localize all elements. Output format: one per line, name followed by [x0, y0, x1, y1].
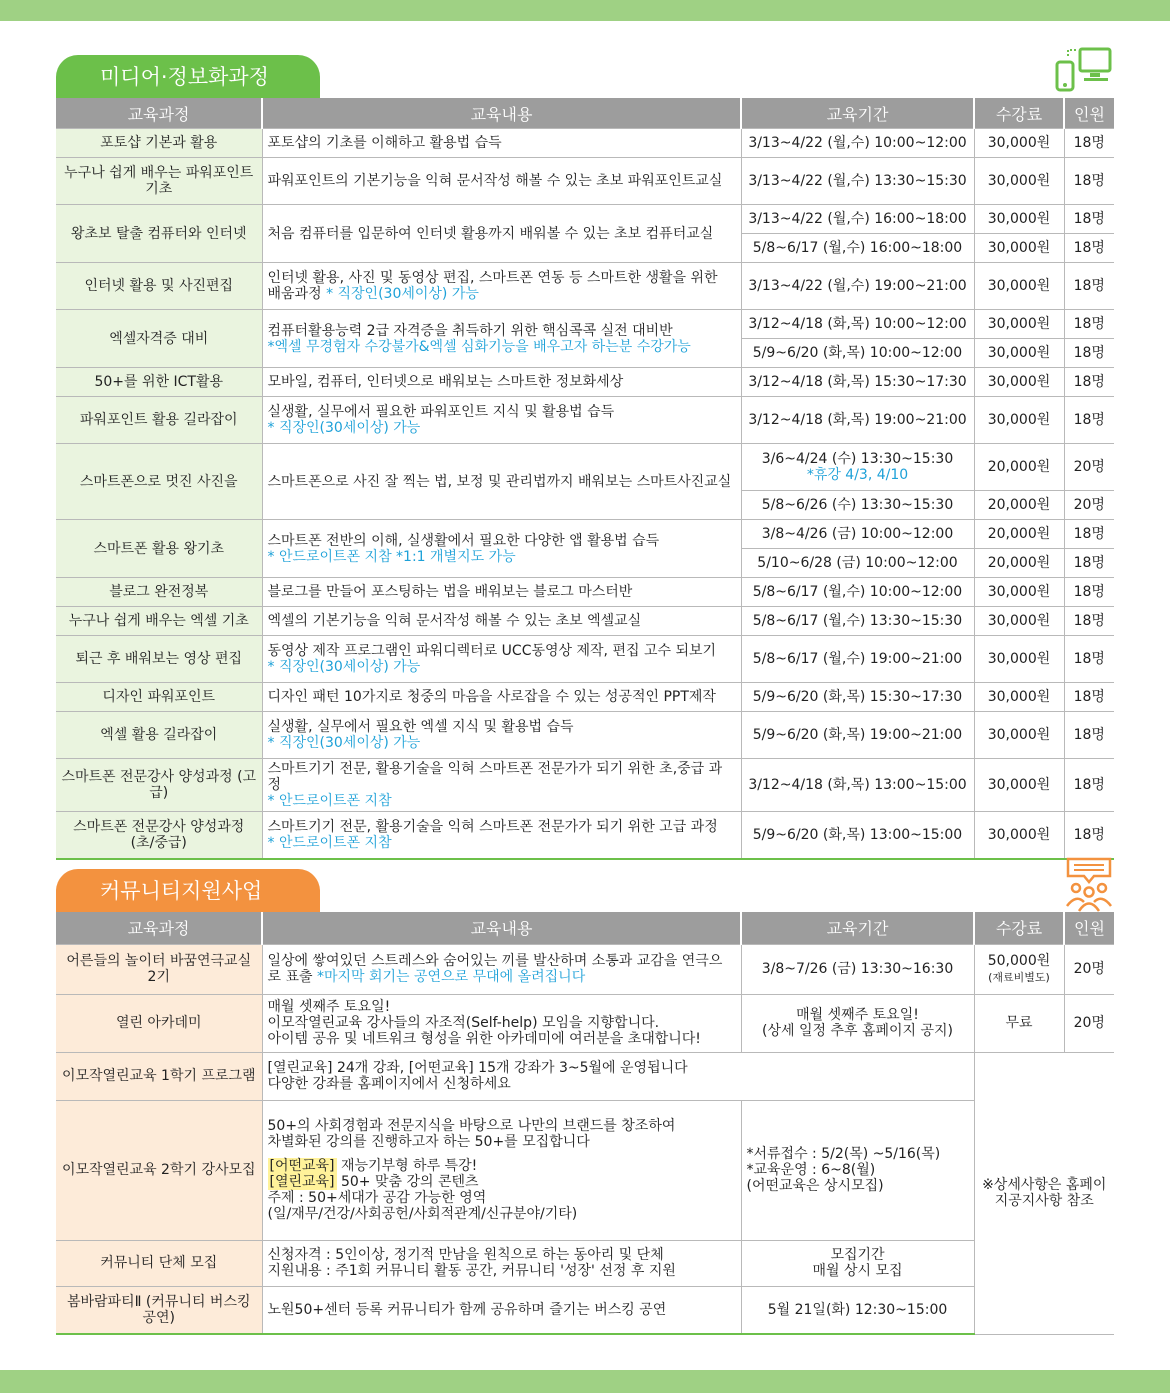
program-content-cell — [262, 1240, 741, 1286]
table-row — [56, 129, 1114, 158]
table-row — [56, 683, 1114, 712]
program-period: 매월 상시 모집 — [812, 1263, 903, 1279]
course-name: 스마트폰으로 멋진 사진을 — [56, 444, 262, 520]
program-content-cell — [262, 994, 741, 1052]
table-row — [56, 368, 1114, 397]
table-row — [56, 263, 1114, 310]
program-period: *교육운영 : 6~8(월) — [746, 1162, 876, 1178]
program-content: 지원내용 : 주1회 커뮤니티 활동 공간, 커뮤니티 '성장' 선정 후 지원 — [267, 1263, 676, 1279]
course-period: 3/6~4/24 (수) 13:30~15:30 — [761, 451, 954, 467]
program-content: (일/재무/건강/사회공헌/사회적관계/신규분야/기타) — [267, 1206, 578, 1222]
header-course: 교육과정 — [56, 98, 262, 129]
course-content: 스마트폰으로 사진 잘 찍는 법, 보정 및 관리법까지 배워보는 스마트사진교실 — [262, 444, 741, 520]
program-period: 5월 21일(화) 12:30~15:00 — [741, 1286, 974, 1334]
header-period: 교육기간 — [741, 912, 974, 944]
course-fee: 30,000원 — [974, 368, 1064, 397]
program-period: (상세 일정 추후 홈페이지 공지) — [761, 1023, 953, 1039]
program-name: 커뮤니티 단체 모집 — [56, 1240, 262, 1286]
computer-devices-icon — [1054, 46, 1114, 96]
table-row — [56, 158, 1114, 205]
course-content-cell — [262, 636, 741, 683]
course-note: * 안드로이트폰 지참 *1:1 개별지도 가능 — [267, 548, 516, 565]
course-capacity: 18명 — [1064, 578, 1114, 607]
program-period: (어떤교육은 상시모집) — [746, 1178, 884, 1194]
header-fee: 수강료 — [974, 912, 1064, 944]
table-row — [56, 397, 1114, 444]
program-content-cell — [262, 1052, 974, 1100]
header-content: 교육내용 — [262, 912, 741, 944]
program-content: [열린교육] 24개 강좌, [어떤교육] 15개 강좌가 3~5월에 운영됩니다 — [267, 1060, 688, 1076]
course-name: 디자인 파워포인트 — [56, 683, 262, 712]
course-note: * 직장인(30세이상) 가능 — [267, 420, 421, 436]
course-period: 5/9~6/20 (화,목) 13:00~15:00 — [741, 812, 974, 859]
course-capacity: 18명 — [1064, 520, 1114, 549]
course-name: 누구나 쉽게 배우는 파워포인트 기초 — [56, 158, 262, 205]
course-note: * 직장인(30세이상) 가능 — [267, 735, 421, 751]
course-capacity: 18명 — [1064, 129, 1114, 158]
course-content: 실생활, 실무에서 필요한 엑셀 지식 및 활용법 습득 — [267, 719, 574, 735]
course-name: 포토샵 기본과 활용 — [56, 129, 262, 158]
course-name: 엑셀자격증 대비 — [56, 310, 262, 368]
program-name: 열린 아카데미 — [56, 994, 262, 1052]
table-row — [56, 310, 1114, 339]
course-fee: 30,000원 — [974, 759, 1064, 812]
table-row — [56, 578, 1114, 607]
tag-text: 50+ 맞춤 강의 콘텐츠 — [340, 1174, 479, 1190]
course-period: 5/9~6/20 (화,목) 10:00~12:00 — [741, 339, 974, 368]
program-capacity: 20명 — [1064, 994, 1114, 1052]
course-content: 인터넷 활용, 사진 및 동영상 편집, 스마트폰 연동 등 스마트한 생활을 위한 배움과정 — [267, 270, 718, 302]
course-capacity: 18명 — [1064, 812, 1114, 859]
course-capacity: 18명 — [1064, 158, 1114, 205]
course-fee: 30,000원 — [974, 636, 1064, 683]
course-note: * 직장인(30세이상) 가능 — [326, 286, 479, 302]
table-row — [56, 1240, 1114, 1286]
program-period: *서류접수 : 5/2(목) ~5/16(목) — [746, 1146, 941, 1162]
header-course: 교육과정 — [56, 912, 262, 944]
course-content: 스마트폰 전반의 이해, 실생활에서 필요한 다양한 앱 활용법 습득 — [267, 532, 660, 549]
course-period: 5/8~6/17 (월,수) 13:30~15:30 — [741, 607, 974, 636]
course-content: 포토샵의 기초를 이해하고 활용법 습득 — [262, 129, 741, 158]
course-content-cell — [262, 759, 741, 812]
community-chat-icon — [1064, 856, 1114, 912]
course-capacity: 18명 — [1064, 234, 1114, 263]
course-name: 엑셀 활용 길라잡이 — [56, 712, 262, 759]
program-period-cell — [741, 1100, 974, 1240]
course-content: 스마트기기 전문, 활용기술을 익혀 스마트폰 전문가가 되기 위한 초,중급 과정 — [267, 761, 723, 793]
course-fee: 30,000원 — [974, 812, 1064, 859]
program-fee: 무료 — [974, 994, 1064, 1052]
course-content: 파워포인트의 기본기능을 익혀 문서작성 해볼 수 있는 초보 파워포인트교실 — [262, 158, 741, 205]
course-fee: 30,000원 — [974, 712, 1064, 759]
table-row — [56, 944, 1114, 994]
table-row — [56, 759, 1114, 812]
program-name: 어른들의 놀이터 바꿈연극교실 2기 — [56, 944, 262, 994]
table-row — [56, 1286, 1114, 1334]
community-program-table — [56, 912, 1114, 1335]
course-content-cell — [262, 812, 741, 859]
course-name: 왕초보 탈출 컴퓨터와 인터넷 — [56, 205, 262, 263]
course-fee: 30,000원 — [974, 310, 1064, 339]
course-name: 파워포인트 활용 길라잡이 — [56, 397, 262, 444]
tag-text: 재능기부형 하루 특강! — [340, 1158, 478, 1174]
header-content: 교육내용 — [262, 98, 741, 129]
course-period: 3/12~4/18 (화,목) 19:00~21:00 — [741, 397, 974, 444]
course-content: 블로그를 만들어 포스팅하는 법을 배워보는 블로그 마스터반 — [262, 578, 741, 607]
course-capacity: 18명 — [1064, 759, 1114, 812]
course-content-cell — [262, 712, 741, 759]
program-period: 모집기간 — [830, 1247, 885, 1263]
course-capacity: 18명 — [1064, 712, 1114, 759]
program-content-cell — [262, 944, 741, 994]
program-capacity: 20명 — [1064, 944, 1114, 994]
course-period: 3/8~4/26 (금) 10:00~12:00 — [741, 520, 974, 549]
course-capacity: 18명 — [1064, 607, 1114, 636]
table-row — [56, 607, 1114, 636]
program-content: 일상에 쌓여있던 스트레스와 숨어있는 끼를 발산하며 소통과 교감을 연극으로 표출 — [267, 953, 723, 985]
course-period: 5/8~6/26 (수) 13:30~15:30 — [741, 491, 974, 520]
course-fee: 30,000원 — [974, 129, 1064, 158]
course-name: 스마트폰 활용 왕기초 — [56, 520, 262, 578]
header-fee: 수강료 — [974, 98, 1064, 129]
course-name: 퇴근 후 배워보는 영상 편집 — [56, 636, 262, 683]
course-content-cell — [262, 520, 741, 578]
course-capacity: 20명 — [1064, 491, 1114, 520]
course-note: * 직장인(30세이상) 가능 — [267, 659, 421, 675]
program-period-cell — [741, 994, 974, 1052]
header-capacity: 인원 — [1064, 912, 1114, 944]
course-fee: 30,000원 — [974, 158, 1064, 205]
course-name: 블로그 완전정복 — [56, 578, 262, 607]
table-row — [56, 636, 1114, 683]
program-fee: 50,000원 — [987, 952, 1051, 969]
course-content: 엑셀의 기본기능을 익혀 문서작성 해볼 수 있는 초보 엑셀교실 — [262, 607, 741, 636]
course-fee: 20,000원 — [974, 491, 1064, 520]
program-content: 차별화된 강의를 진행하고자 하는 50+를 모집합니다 — [267, 1134, 590, 1150]
course-capacity: 18명 — [1064, 310, 1114, 339]
table-row — [56, 712, 1114, 759]
course-period: 3/12~4/18 (화,목) 13:00~15:00 — [741, 759, 974, 812]
course-content-cell — [262, 397, 741, 444]
course-period: 5/9~6/20 (화,목) 15:30~17:30 — [741, 683, 974, 712]
program-content: 노원50+센터 등록 커뮤니티가 함께 공유하며 즐기는 버스킹 공연 — [262, 1286, 741, 1334]
program-fee-cell — [974, 944, 1064, 994]
course-capacity: 18명 — [1064, 683, 1114, 712]
fee-note: (재료비별도) — [988, 970, 1050, 984]
course-content: 스마트기기 전문, 활용기술을 익혀 스마트폰 전문가가 되기 위한 고급 과정 — [267, 818, 718, 835]
program-content-cell — [262, 1100, 741, 1240]
course-fee: 30,000원 — [974, 397, 1064, 444]
course-period-cell — [741, 444, 974, 491]
course-capacity: 20명 — [1064, 444, 1114, 491]
course-fee: 20,000원 — [974, 520, 1064, 549]
course-content: 처음 컴퓨터를 입문하여 인터넷 활용까지 배워볼 수 있는 초보 컴퓨터교실 — [262, 205, 741, 263]
course-name: 누구나 쉽게 배우는 엑셀 기초 — [56, 607, 262, 636]
header-period: 교육기간 — [741, 98, 974, 129]
program-content: 이모작열린교육 강사들의 자조적(Self-help) 모임을 지향합니다. — [267, 1015, 660, 1031]
course-fee: 30,000원 — [974, 607, 1064, 636]
table-row — [56, 444, 1114, 491]
course-period: 5/8~6/17 (월,수) 10:00~12:00 — [741, 578, 974, 607]
course-fee: 30,000원 — [974, 578, 1064, 607]
course-capacity: 18명 — [1064, 549, 1114, 578]
course-fee: 20,000원 — [974, 549, 1064, 578]
table-row — [56, 1100, 1114, 1240]
course-name: 스마트폰 전문강사 양성과정 (초/중급) — [56, 812, 262, 859]
course-period: 5/8~6/17 (월,수) 16:00~18:00 — [741, 234, 974, 263]
course-name: 50+를 위한 ICT활용 — [56, 368, 262, 397]
period-note: *휴강 4/3, 4/10 — [806, 467, 909, 483]
course-period: 5/10~6/28 (금) 10:00~12:00 — [741, 549, 974, 578]
community-section-tab: 커뮤니티지원사업 — [56, 869, 320, 913]
table-row — [56, 520, 1114, 549]
course-period: 3/13~4/22 (월,수) 13:30~15:30 — [741, 158, 974, 205]
course-capacity: 18명 — [1064, 263, 1114, 310]
course-name: 스마트폰 전문강사 양성과정 (고급) — [56, 759, 262, 812]
table-row — [56, 994, 1114, 1052]
program-content: 아이템 공유 및 네트워크 형성을 위한 아카데미에 여러분을 초대합니다! — [267, 1031, 701, 1047]
course-content-cell — [262, 263, 741, 310]
program-note: *마지막 회기는 공연으로 무대에 올려집니다 — [316, 969, 586, 985]
merged-note: ※상세사항은 홈페이지공지사항 참조 — [974, 1052, 1114, 1334]
course-note: *엑셀 무경험자 수강불가&엑셀 심화기능을 배우고자 하는분 수강가능 — [267, 338, 691, 355]
media-section-tab: 미디어·정보화과정 — [56, 55, 320, 99]
program-content: 50+의 사회경험과 전문지식을 바탕으로 나만의 브랜드를 창조하여 — [267, 1118, 676, 1134]
program-name: 이모작열린교육 2학기 강사모집 — [56, 1100, 262, 1240]
course-period: 5/9~6/20 (화,목) 19:00~21:00 — [741, 712, 974, 759]
course-content: 디자인 패턴 10가지로 청중의 마음을 사로잡을 수 있는 성공적인 PPT제작 — [262, 683, 741, 712]
program-name: 이모작열린교육 1학기 프로그램 — [56, 1052, 262, 1100]
course-note: * 안드로이트폰 지참 — [267, 793, 392, 809]
program-content: 주제 : 50+세대가 공감 가능한 영역 — [267, 1190, 487, 1206]
top-band — [0, 0, 1170, 21]
course-capacity: 18명 — [1064, 205, 1114, 234]
course-fee: 30,000원 — [974, 683, 1064, 712]
course-fee: 30,000원 — [974, 205, 1064, 234]
course-fee: 30,000원 — [974, 234, 1064, 263]
course-content: 실생활, 실무에서 필요한 파워포인트 지식 및 활용법 습득 — [267, 404, 615, 420]
course-content: 컴퓨터활용능력 2급 자격증을 취득하기 위한 핵심콕콕 실전 대비반 — [267, 322, 673, 339]
course-period: 5/8~6/17 (월,수) 19:00~21:00 — [741, 636, 974, 683]
table-row — [56, 1052, 1114, 1100]
tag-label: [열린교육] — [269, 1174, 335, 1190]
course-fee: 30,000원 — [974, 339, 1064, 368]
program-period: 매월 셋째주 토요일! — [796, 1007, 919, 1023]
header-capacity: 인원 — [1064, 98, 1114, 129]
program-name: 봄바람파티Ⅱ (커뮤니티 버스킹공연) — [56, 1286, 262, 1334]
course-period: 3/13~4/22 (월,수) 10:00~12:00 — [741, 129, 974, 158]
program-content: 다양한 강좌를 홈페이지에서 신청하세요 — [267, 1076, 511, 1092]
course-name: 인터넷 활용 및 사진편집 — [56, 263, 262, 310]
course-fee: 20,000원 — [974, 444, 1064, 491]
table-row — [56, 812, 1114, 859]
course-period: 3/12~4/18 (화,목) 15:30~17:30 — [741, 368, 974, 397]
course-capacity: 18명 — [1064, 339, 1114, 368]
course-capacity: 18명 — [1064, 397, 1114, 444]
bottom-band — [0, 1370, 1170, 1393]
course-capacity: 18명 — [1064, 636, 1114, 683]
course-period: 3/12~4/18 (화,목) 10:00~12:00 — [741, 310, 974, 339]
course-note: * 안드로이트폰 지참 — [267, 834, 392, 851]
program-content: 매월 셋째주 토요일! — [267, 999, 391, 1015]
program-period-cell — [741, 1240, 974, 1286]
table-row — [56, 205, 1114, 234]
tag-label: [어떤교육] — [269, 1158, 335, 1174]
program-period: 3/8~7/26 (금) 13:30~16:30 — [741, 944, 974, 994]
course-content: 동영상 제작 프로그램인 파워디렉터로 UCC동영상 제작, 편집 고수 되보기 — [267, 643, 717, 659]
course-content: 모바일, 컴퓨터, 인터넷으로 배워보는 스마트한 정보화세상 — [262, 368, 741, 397]
media-course-table — [56, 98, 1114, 860]
course-period: 3/13~4/22 (월,수) 19:00~21:00 — [741, 263, 974, 310]
course-capacity: 18명 — [1064, 368, 1114, 397]
course-content-cell — [262, 310, 741, 368]
course-period: 3/13~4/22 (월,수) 16:00~18:00 — [741, 205, 974, 234]
program-content: 신청자격 : 5인이상, 정기적 만남을 원칙으로 하는 동아리 및 단체 — [267, 1247, 664, 1263]
course-fee: 30,000원 — [974, 263, 1064, 310]
